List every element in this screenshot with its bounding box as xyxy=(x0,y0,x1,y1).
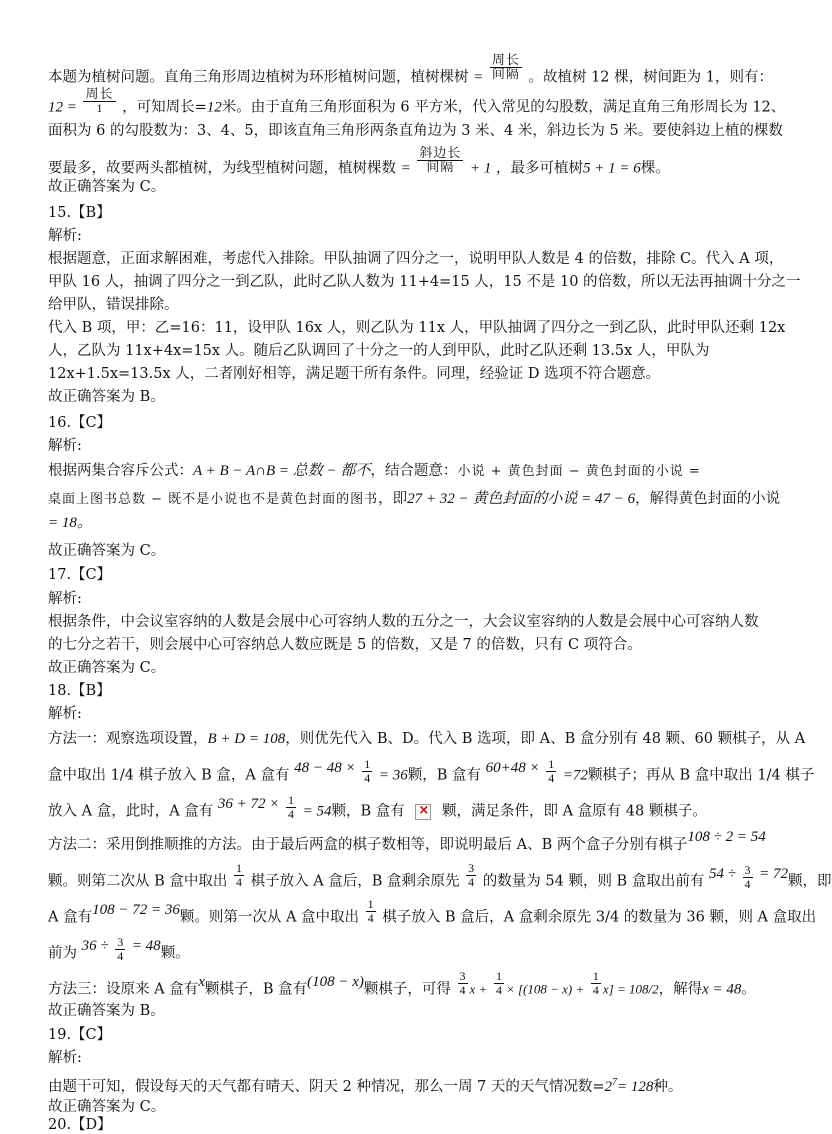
math-expression: = 54 xyxy=(302,803,332,820)
text: 的数量为 54 颗，则 B 盒取出前有 xyxy=(482,873,705,890)
math-expression: = 128 xyxy=(617,1078,654,1095)
math-expression: = 36 xyxy=(378,767,408,784)
math-expression: x xyxy=(198,973,205,990)
paragraph-line xyxy=(48,462,701,481)
text: 面积为 6 的勾股数为：3、4、5，即该直角三角形两条直角边为 3 米、4 米，斜边长为 5 米。要使斜边上植的棵数 xyxy=(48,123,783,139)
text: 方法二：采用倒推顺推的方法。由于最后两盒的棋子数相等，即说明最后 A、B 两个盒子分别有棋子 xyxy=(48,837,688,853)
paragraph-line xyxy=(48,490,780,509)
text: 方法一：观察选项设置， xyxy=(48,731,208,747)
analysis-label: 解析: xyxy=(48,706,82,722)
math-expression: 桌面上图书总数 − 既不是小说也不是黄色封面的图书 xyxy=(48,492,379,507)
paragraph-line xyxy=(48,542,165,560)
fraction-numerator: 周长 xyxy=(491,53,520,68)
math-expression: x] = 108/2 xyxy=(602,981,659,997)
math-expression: B + D = 108 xyxy=(207,731,286,747)
text: 米。由于直角三角形面积为 6 平方米，代入常见的勾股数，满足直角三角形周长为 12、 xyxy=(221,99,786,116)
text: 棵。 xyxy=(640,160,670,177)
fraction-numerator: 1 xyxy=(367,897,374,911)
fraction xyxy=(417,147,463,174)
paragraph-line xyxy=(48,659,165,677)
paragraph-line xyxy=(48,227,82,245)
math-expression: = 48 xyxy=(131,937,161,954)
math-expression: A + B − A∩B = 总数 − 都不 xyxy=(193,463,371,479)
text: 根据两集合容斥公式： xyxy=(48,463,193,479)
fraction-numerator: 1 xyxy=(235,861,242,875)
text: 棋子放入 B 盒后，A 盒剩余原先 3/4 的数量为 36 颗，则 A 盒取出 xyxy=(382,909,817,926)
math-expression: x = 48 xyxy=(702,981,742,998)
text: 颗，B 盒有 xyxy=(407,767,481,784)
fraction xyxy=(466,862,476,889)
fraction xyxy=(494,970,504,997)
text: 12x+1.5x=13.5x 人，二者刚好相等，满足题干所有条件。同理，经验证 D 选项不符合题意。 xyxy=(48,366,661,382)
fraction-numerator: 1 xyxy=(495,969,502,983)
math-equals: = xyxy=(400,160,411,177)
analysis-label: 解析: xyxy=(48,591,82,607)
math-expression: 36 + 72 × xyxy=(217,795,280,812)
paragraph-line xyxy=(48,935,190,967)
fraction xyxy=(458,970,468,997)
fraction-numerator: 1 xyxy=(288,793,294,807)
fraction xyxy=(234,862,244,889)
text: 棋子放入 A 盒后，B 盒剩余原先 xyxy=(250,873,460,890)
text: 颗。则第一次从 A 盒中取出 xyxy=(179,909,360,926)
text: 颗棋子，B 盒有 xyxy=(204,981,308,998)
paragraph-line xyxy=(48,636,642,654)
math-expression: 54 ÷ xyxy=(708,865,736,882)
paragraph-line xyxy=(48,342,709,360)
math-exponent: 7 xyxy=(612,1077,618,1088)
question-heading xyxy=(48,204,111,222)
fraction-denominator: 4 xyxy=(364,771,371,785)
paragraph-line xyxy=(48,1049,82,1067)
fraction-numerator: 1 xyxy=(592,969,599,983)
math-expression: 小说 + 黄色封面 − 黄色封面的小说 = xyxy=(457,464,701,479)
math-expression: 5 + 1 = 6 xyxy=(582,160,641,177)
paragraph-line xyxy=(48,365,660,383)
question-heading xyxy=(48,566,111,584)
paragraph-line xyxy=(48,178,165,196)
math-expression: + 1 xyxy=(469,160,492,177)
text: 方法三：设原来 A 盒有 xyxy=(48,981,199,998)
text: 种。 xyxy=(653,1078,683,1095)
answer-line: 故正确答案为 C。 xyxy=(48,179,166,195)
fraction-denominator: 4 xyxy=(495,983,502,997)
text: 放入 A 盒，此时，A 盒有 xyxy=(48,803,214,820)
paragraph-line xyxy=(48,705,82,723)
math-expression: x + xyxy=(469,981,488,997)
math-expression: 2 xyxy=(604,1078,613,1095)
paragraph-line xyxy=(48,590,82,608)
fraction-numerator: 3 xyxy=(117,935,124,949)
question-number: 16.【C】 xyxy=(48,415,112,431)
math-expression: × [(108 − x) + xyxy=(505,981,585,997)
analysis-label: 解析: xyxy=(48,438,82,454)
fraction xyxy=(362,758,372,785)
question-heading xyxy=(48,414,111,432)
text: 颗，即 xyxy=(788,873,832,890)
question-heading xyxy=(48,682,111,700)
paragraph-line xyxy=(48,829,766,854)
text: 给甲队，错误排除。 xyxy=(48,297,179,313)
text: 盒中取出 1/4 棋子放入 B 盒，A 盒有 xyxy=(48,767,290,784)
fraction-denominator: 4 xyxy=(592,983,599,997)
fraction-numerator: 3 xyxy=(744,863,751,877)
text: ，解得 xyxy=(658,981,703,998)
paragraph-line xyxy=(48,1098,165,1116)
question-number: 20.【D】 xyxy=(48,1117,112,1133)
paragraph-line xyxy=(48,87,786,121)
text: ，则优先代入 B、D。代入 B 选项，即 A、B 盒分别有 48 颗、60 颗棋子，从 A xyxy=(285,731,806,747)
paragraph-line xyxy=(48,897,817,931)
fraction-numerator: 1 xyxy=(548,757,555,771)
paragraph-line xyxy=(48,53,773,91)
math-expression: = 72 xyxy=(759,865,789,882)
math-expression: (108 − x) xyxy=(307,973,364,990)
fraction-numerator: 斜边长 xyxy=(419,146,462,161)
fraction-denominator: 4 xyxy=(288,807,294,821)
fraction xyxy=(743,864,753,891)
fraction-denominator: 1 xyxy=(96,101,103,115)
text: 。 xyxy=(741,981,756,998)
math-expression: 36 ÷ xyxy=(81,937,109,954)
answer-line: 故正确答案为 C。 xyxy=(48,543,166,559)
fraction-denominator: 4 xyxy=(548,771,555,785)
fraction-denominator: 4 xyxy=(459,983,466,997)
paragraph-line xyxy=(48,1074,682,1096)
paragraph-line xyxy=(48,969,756,1003)
fraction xyxy=(83,88,115,115)
math-expression: 108 − 72 = 36 xyxy=(92,901,180,918)
paragraph-line xyxy=(48,1002,165,1020)
fraction-denominator: 4 xyxy=(468,875,475,889)
text: 颗，B 盒有 xyxy=(331,803,405,820)
question-number: 15.【B】 xyxy=(48,205,111,221)
paragraph-line xyxy=(48,793,707,825)
text: 代入 B 项，甲：乙=16：11，设甲队 16x 人，则乙队为 11x 人，甲队抽调了四分之一到乙队，此时甲队还剩 12x xyxy=(48,320,786,336)
fraction-numerator: 1 xyxy=(364,757,371,771)
fraction-denominator: 4 xyxy=(235,875,242,889)
question-heading xyxy=(48,1116,112,1134)
math-expression: 12 xyxy=(206,99,222,116)
analysis-label: 解析: xyxy=(48,1050,82,1066)
text: 人，乙队为 11x+4x=15x 人。随后乙队调回了十分之一的人到甲队，此时乙队还剩 13.5x 人，甲队为 xyxy=(48,343,710,359)
text: ，可知周长= xyxy=(122,99,207,116)
paragraph-line xyxy=(48,296,179,314)
paragraph-line xyxy=(48,388,165,406)
text: ，解得黄色封面的小说 xyxy=(635,491,781,507)
paragraph-line xyxy=(48,514,92,532)
paragraph-line xyxy=(48,122,783,140)
text: 颗。 xyxy=(160,945,190,962)
text: ，最多可植树 xyxy=(495,160,583,177)
text: 颗，满足条件，即 A 盒原有 48 颗棋子。 xyxy=(441,803,707,820)
text: 的七分之若干，则会展中心可容纳总人数应既是 5 的倍数，又是 7 的倍数，只有 C 项符合。 xyxy=(48,637,642,653)
question-number: 19.【C】 xyxy=(48,1027,112,1043)
fraction xyxy=(286,794,296,821)
math-expression: 48 − 48 × xyxy=(294,759,356,776)
text: 要最多，故要两头都植树，为线型植树问题，植树棵数 xyxy=(48,160,396,177)
fraction-numerator: 3 xyxy=(468,861,475,875)
math-expression: 60+48 × xyxy=(485,759,540,776)
fraction-denominator: 间隔 xyxy=(426,160,455,175)
fraction-denominator: 4 xyxy=(367,911,374,925)
math-expression: =72 xyxy=(562,767,588,784)
math-expression: 12 = xyxy=(48,99,77,116)
text: 。故植树 12 棵，树间距为 1，则有： xyxy=(528,69,773,86)
paragraph-line xyxy=(48,273,801,291)
paragraph-line xyxy=(48,437,82,455)
text: 根据条件，中会议室容纳的人数是会展中心可容纳人数的五分之一，大会议室容纳的人数是会展中心可容纳人数 xyxy=(48,614,759,630)
fraction xyxy=(591,970,601,997)
math-equals: = xyxy=(473,69,484,86)
text: 甲队 16 人，抽调了四分之一到乙队，此时乙队人数为 11+4=15 人，15 不是 10 的倍数，所以无法再抽调十分之一 xyxy=(48,274,801,290)
fraction xyxy=(366,898,376,925)
fraction xyxy=(115,936,125,963)
text: 根据题意，正面求解困难，考虑代入排除。甲队抽调了四分之一，说明甲队人数是 4 的倍数，排除 C。代入 A 项， xyxy=(48,251,784,267)
paragraph-line xyxy=(48,861,832,895)
math-expression: 108 ÷ 2 = 54 xyxy=(687,829,766,845)
paragraph-line xyxy=(48,730,805,748)
text: 颗棋子，可得 xyxy=(363,981,451,998)
broken-image-icon xyxy=(415,804,431,820)
question-heading xyxy=(48,1026,111,1044)
paragraph-line xyxy=(48,757,815,789)
text: A 盒有 xyxy=(48,909,93,926)
answer-line: 故正确答案为 C。 xyxy=(48,660,166,676)
paragraph-line xyxy=(48,250,783,268)
text: 颗棋子；再从 B 盒中取出 1/4 棋子 xyxy=(587,767,815,784)
math-expression: = 18。 xyxy=(48,515,92,531)
fraction-numerator: 周长 xyxy=(85,87,114,102)
fraction xyxy=(490,54,522,81)
paragraph-line xyxy=(48,319,785,337)
text: 前为 xyxy=(48,945,77,962)
question-number: 18.【B】 xyxy=(48,683,111,699)
fraction xyxy=(546,758,556,785)
analysis-label: 解析: xyxy=(48,228,82,244)
text: 颗。则第二次从 B 盒中取出 xyxy=(48,873,228,890)
question-number: 17.【C】 xyxy=(48,567,112,583)
fraction-numerator: 3 xyxy=(459,969,466,983)
fraction-denominator: 4 xyxy=(744,877,751,891)
text: ，结合题意： xyxy=(370,463,458,479)
text: ，即 xyxy=(378,491,408,507)
answer-line: 故正确答案为 B。 xyxy=(48,389,165,405)
answer-line: 故正确答案为 C。 xyxy=(48,1099,166,1115)
answer-line: 故正确答案为 B。 xyxy=(48,1003,165,1019)
fraction-denominator: 间隔 xyxy=(491,67,520,82)
paragraph-line xyxy=(48,613,759,631)
text: 由题干可知，假设每天的天气都有晴天、阴天 2 种情况，那么一周 7 天的天气情况数= xyxy=(48,1078,605,1095)
math-expression: 27 + 32 − 黄色封面的小说 = 47 − 6 xyxy=(407,491,636,507)
text: 本题为植树问题。直角三角形周边植树为环形植树问题，植树棵树 xyxy=(48,69,469,86)
fraction-denominator: 4 xyxy=(117,949,124,963)
